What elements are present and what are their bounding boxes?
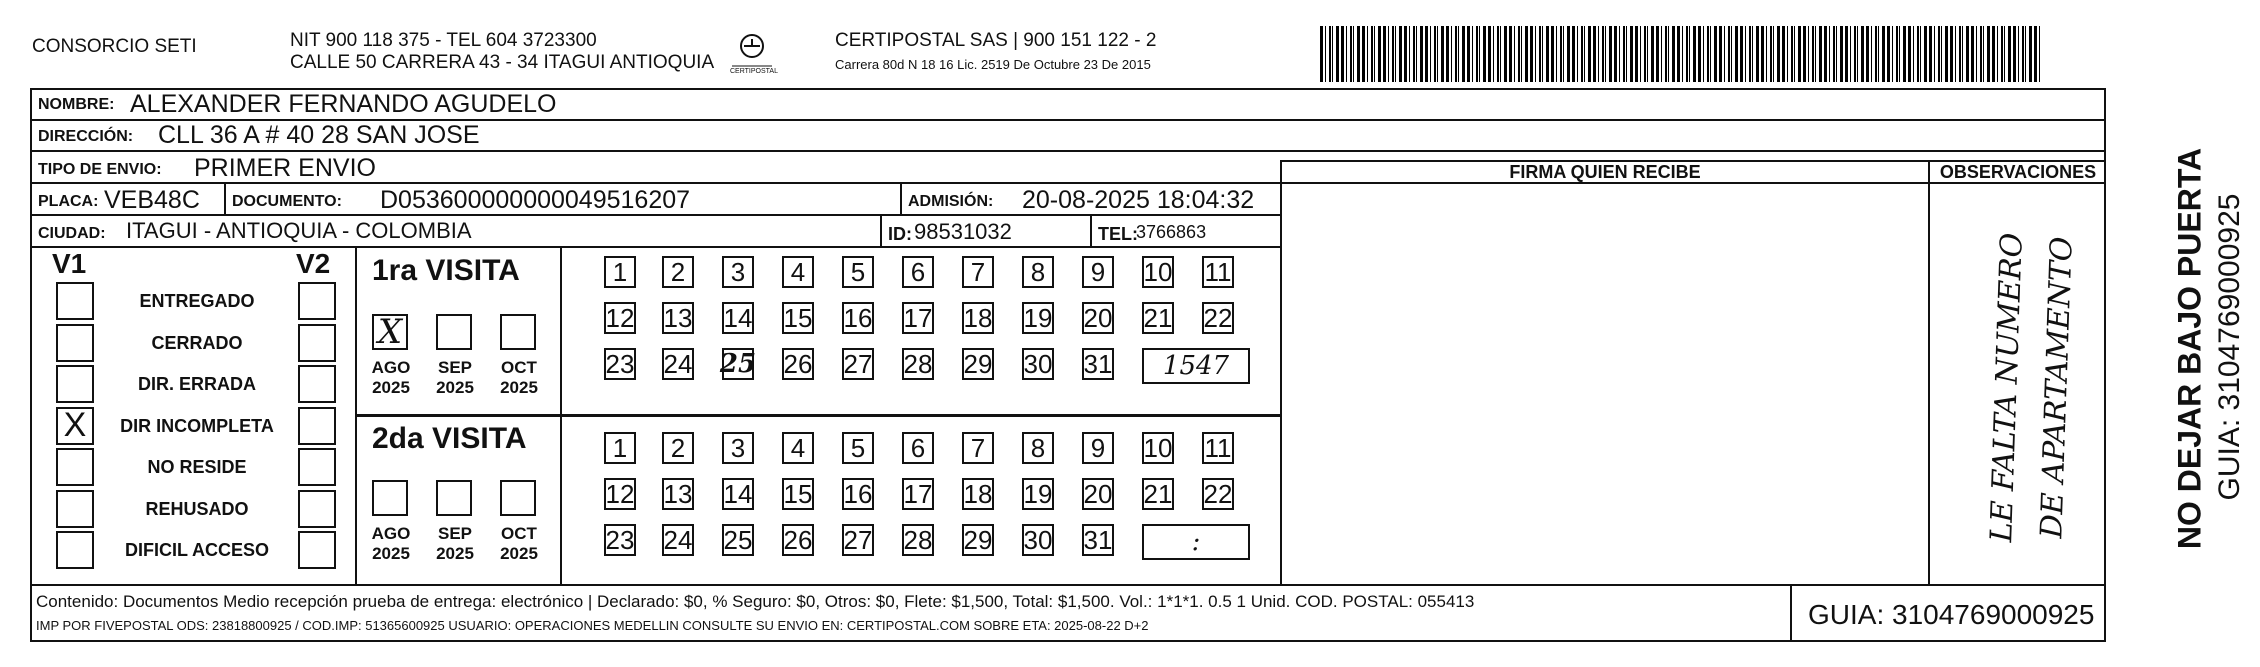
observacion-handwritten: [1932, 190, 2102, 580]
status-label: DIFICIL ACCESO: [124, 540, 269, 560]
tipo-envio-label: TIPO DE ENVIO:: [38, 161, 162, 178]
month-label: OCT: [501, 524, 537, 543]
day-number: 12: [605, 302, 635, 333]
day-box[interactable]: [962, 478, 994, 510]
visit-time-box[interactable]: 1547: [1142, 348, 1250, 384]
status-v2-checkbox[interactable]: [298, 490, 336, 528]
status-v2-checkbox[interactable]: [298, 448, 336, 486]
footer-guia: GUIA: 3104769000925: [1808, 599, 2095, 630]
status-v2-checkbox[interactable]: [298, 531, 336, 569]
day-box[interactable]: [722, 432, 754, 464]
day-box[interactable]: [962, 256, 994, 288]
month-year: 2025: [436, 544, 474, 563]
nit-line: NIT 900 118 375 - TEL 604 3723300: [290, 30, 597, 51]
day-number: 30: [1023, 348, 1053, 379]
firma-header: FIRMA QUIEN RECIBE: [1509, 162, 1701, 182]
side-notice: NO DEJAR BAJO PUERTA: [2171, 147, 2208, 550]
logo-text: CERTIPOSTAL: [730, 68, 778, 75]
day-box[interactable]: [1082, 256, 1114, 288]
status-v2-checkbox[interactable]: [298, 324, 336, 362]
day-box[interactable]: [662, 348, 694, 380]
status-v2-checkbox[interactable]: [298, 365, 336, 403]
nombre-label: NOMBRE:: [38, 96, 115, 113]
day-number: 27: [843, 348, 873, 379]
day-box[interactable]: [722, 524, 754, 556]
day-number: 10: [1143, 432, 1173, 463]
tel-value: 3766863: [1136, 222, 1207, 242]
day-box[interactable]: [902, 302, 934, 334]
day-number: 29: [963, 524, 993, 555]
day-box[interactable]: [902, 478, 934, 510]
day-box[interactable]: [782, 524, 814, 556]
day-number: 12: [605, 478, 635, 509]
status-v2-checkbox[interactable]: [298, 407, 336, 445]
address-line: CALLE 50 CARRERA 43 - 34 ITAGUI ANTIOQUIA: [290, 52, 715, 73]
month-year: 2025: [436, 378, 474, 397]
month-label: OCT: [501, 358, 537, 377]
day-box[interactable]: [1022, 432, 1054, 464]
ciudad-label: CIUDAD:: [38, 225, 106, 242]
day-number: 4: [790, 432, 806, 463]
day-number: 11: [1204, 432, 1232, 463]
day-number: 7: [970, 432, 986, 463]
day-number: 22: [1203, 302, 1233, 333]
visit1-title: 1ra VISITA: [372, 254, 520, 287]
day-box[interactable]: [1022, 302, 1054, 334]
placa-label: PLACA:: [38, 193, 99, 210]
month-year: 2025: [372, 544, 410, 563]
day-number: 22: [1203, 478, 1233, 509]
status-v1-checkbox[interactable]: X: [56, 407, 94, 445]
month-year: 2025: [500, 378, 538, 397]
day-box[interactable]: [1082, 348, 1114, 380]
day-number: 25: [719, 349, 757, 379]
month-checkbox[interactable]: [500, 480, 536, 516]
day-box[interactable]: [1202, 302, 1234, 334]
status-label: DIR INCOMPLETA: [120, 415, 274, 436]
day-number: 4: [790, 256, 806, 287]
day-number: 2: [670, 256, 686, 287]
nombre-value: ALEXANDER FERNANDO AGUDELO: [130, 90, 557, 118]
day-number: 1: [612, 432, 628, 463]
day-number: 24: [663, 524, 693, 555]
day-number: 8: [1030, 256, 1046, 287]
day-box[interactable]: [782, 348, 814, 380]
day-number: 8: [1030, 432, 1046, 463]
status-label: ENTREGADO: [139, 291, 255, 311]
observaciones-header: OBSERVACIONES: [1939, 162, 2097, 182]
day-box[interactable]: [1142, 302, 1174, 334]
day-box[interactable]: [662, 302, 694, 334]
day-number: 23: [605, 348, 635, 379]
day-box[interactable]: [902, 432, 934, 464]
month-label: AGO: [371, 524, 411, 543]
footer-imp: IMP POR FIVEPOSTAL ODS: 23818800925 / COD.IMP: 51365600925 USUARIO: OPERACIONES MEDELLIN CONSULTE SU ENVIO EN: CERTIPOSTAL.COM SOBRE ETA: 2025-08-22 D+2: [36, 618, 1149, 633]
day-number: 5: [850, 256, 866, 287]
status-label: REHUSADO: [145, 498, 249, 519]
day-box[interactable]: [604, 302, 636, 334]
status-v1-checkbox[interactable]: [56, 448, 94, 486]
day-number: 29: [963, 348, 993, 379]
day-number: 16: [843, 302, 873, 333]
day-number: 3: [730, 256, 746, 287]
day-box[interactable]: [962, 302, 994, 334]
tel-label: TEL:: [1098, 224, 1138, 244]
documento-value: D053600000000049516207: [380, 186, 691, 214]
day-number: 10: [1143, 256, 1173, 287]
tipo-envio-value: PRIMER ENVIO: [194, 154, 376, 182]
day-number: 26: [783, 524, 813, 555]
direccion-value: CLL 36 A # 40 28 SAN JOSE: [158, 121, 480, 149]
admision-value: 20-08-2025 18:04:32: [1022, 186, 1255, 214]
status-v1-checkbox[interactable]: [56, 490, 94, 528]
day-box[interactable]: [1022, 478, 1054, 510]
visit-time-box[interactable]: :: [1142, 524, 1250, 560]
ciudad-value: ITAGUI - ANTIOQUIA - COLOMBIA: [126, 218, 472, 243]
month-label: AGO: [371, 358, 411, 377]
day-box[interactable]: [604, 432, 636, 464]
month-checkbox[interactable]: [436, 314, 472, 350]
day-box[interactable]: [604, 524, 636, 556]
day-number: 13: [663, 478, 693, 509]
day-number: 14: [723, 302, 753, 333]
day-box[interactable]: [1022, 524, 1054, 556]
side-guia: GUIA: 3104769000925: [2213, 193, 2246, 501]
day-box[interactable]: [842, 432, 874, 464]
day-number: 11: [1204, 256, 1232, 287]
day-number: 15: [783, 302, 813, 333]
documento-label: DOCUMENTO:: [232, 193, 342, 210]
admision-label: ADMISIÓN:: [908, 193, 994, 210]
day-box[interactable]: [842, 302, 874, 334]
day-box[interactable]: [1082, 302, 1114, 334]
day-number: 6: [910, 256, 926, 287]
day-box[interactable]: [662, 524, 694, 556]
day-number: 17: [903, 478, 933, 509]
month-checkbox[interactable]: X: [372, 314, 408, 350]
status-v1-checkbox[interactable]: [56, 282, 94, 320]
day-box[interactable]: [662, 256, 694, 288]
day-box[interactable]: [1202, 432, 1234, 464]
day-box[interactable]: [782, 256, 814, 288]
day-number: 31: [1083, 524, 1113, 555]
day-number: 3: [730, 432, 746, 463]
day-box[interactable]: [722, 302, 754, 334]
day-number: 16: [843, 478, 873, 509]
day-box[interactable]: [719, 348, 757, 380]
day-box[interactable]: [722, 256, 754, 288]
day-box[interactable]: [962, 432, 994, 464]
day-number: 20: [1083, 478, 1113, 509]
day-number: 15: [783, 478, 813, 509]
placa-value: VEB48C: [104, 186, 200, 214]
day-number: 6: [910, 432, 926, 463]
visit2-title: 2da VISITA: [372, 422, 527, 455]
day-number: 9: [1090, 256, 1106, 287]
status-label: DIR. ERRADA: [137, 374, 256, 394]
day-number: 23: [605, 524, 635, 555]
day-number: 5: [850, 432, 866, 463]
certipostal-line: CERTIPOSTAL SAS | 900 151 122 - 2: [835, 30, 1157, 51]
day-box[interactable]: [1142, 478, 1174, 510]
day-number: 19: [1023, 302, 1053, 333]
company-name: CONSORCIO SETI: [32, 36, 197, 57]
observacion-line-1: LE FALTA NUMERO: [1984, 232, 2030, 543]
day-number: 19: [1023, 478, 1053, 509]
status-label: CERRADO: [151, 332, 243, 353]
day-box[interactable]: [662, 432, 694, 464]
day-number: 7: [970, 256, 986, 287]
day-box[interactable]: [962, 348, 994, 380]
day-number: 30: [1023, 524, 1053, 555]
day-box[interactable]: [842, 256, 874, 288]
day-box[interactable]: [604, 478, 636, 510]
direccion-label: DIRECCIÓN:: [38, 128, 134, 145]
day-box[interactable]: [782, 432, 814, 464]
status-v1-checkbox[interactable]: [56, 531, 94, 569]
day-box[interactable]: [842, 524, 874, 556]
month-year: 2025: [500, 544, 538, 563]
day-number: 24: [663, 348, 693, 379]
day-number: 21: [1143, 302, 1173, 333]
day-number: 27: [843, 524, 873, 555]
month-checkbox[interactable]: [500, 314, 536, 350]
status-v1-checkbox[interactable]: [56, 324, 94, 362]
day-number: 26: [783, 348, 813, 379]
day-number: 18: [963, 302, 993, 333]
month-checkbox[interactable]: [436, 480, 472, 516]
day-box[interactable]: [902, 256, 934, 288]
footer-contenido: Contenido: Documentos Medio recepción prueba de entrega: electrónico | Declarado: $0, % Seguro: $0, Otros: $0, Flete: $1,500, Total: $1,500. Vol.: 1*1*1. 0.5 1 Unid. COD. POSTAL: 055413: [36, 592, 1475, 611]
day-box[interactable]: [1022, 256, 1054, 288]
day-number: 21: [1143, 478, 1173, 509]
id-label: ID:: [888, 224, 912, 244]
day-number: 25: [723, 524, 753, 555]
day-box[interactable]: [902, 348, 934, 380]
day-box[interactable]: [604, 256, 636, 288]
status-v2-checkbox[interactable]: [298, 282, 336, 320]
observacion-line-2: DE APARTAMENTO: [2034, 236, 2080, 539]
day-box[interactable]: [1082, 432, 1114, 464]
day-number: 28: [903, 524, 933, 555]
day-number: 13: [663, 302, 693, 333]
day-box[interactable]: [722, 478, 754, 510]
barcode: [1320, 26, 2040, 82]
month-checkbox[interactable]: [372, 480, 408, 516]
day-box[interactable]: [962, 524, 994, 556]
day-number: 20: [1083, 302, 1113, 333]
day-box[interactable]: [782, 302, 814, 334]
day-box[interactable]: [842, 348, 874, 380]
day-box[interactable]: [662, 478, 694, 510]
day-number: 2: [670, 432, 686, 463]
day-box[interactable]: [782, 478, 814, 510]
month-year: 2025: [372, 378, 410, 397]
day-box[interactable]: [1202, 256, 1234, 288]
certipostal-license: Carrera 80d N 18 16 Lic. 2519 De Octubre 23 De 2015: [835, 57, 1151, 72]
month-label: SEP: [437, 358, 473, 377]
day-number: 9: [1090, 432, 1106, 463]
day-box[interactable]: [1082, 524, 1114, 556]
certipostal-logo-icon: [728, 30, 776, 80]
month-label: SEP: [437, 524, 473, 543]
day-number: 18: [963, 478, 993, 509]
day-box[interactable]: [1082, 478, 1114, 510]
status-label: NO RESIDE: [147, 457, 247, 477]
day-number: 28: [903, 348, 933, 379]
day-number: 14: [723, 478, 753, 509]
v2-label: V2: [296, 248, 331, 279]
status-v1-checkbox[interactable]: [56, 365, 94, 403]
day-number: 31: [1083, 348, 1113, 379]
v1-label: V1: [52, 248, 87, 279]
day-box[interactable]: [1142, 432, 1174, 464]
day-box[interactable]: [604, 348, 636, 380]
day-box[interactable]: [1202, 478, 1234, 510]
id-value: 98531032: [914, 219, 1012, 244]
day-number: 17: [903, 302, 933, 333]
day-box[interactable]: [1142, 256, 1174, 288]
day-number: 1: [612, 256, 628, 287]
day-box[interactable]: [842, 478, 874, 510]
day-box[interactable]: [1022, 348, 1054, 380]
day-box[interactable]: [902, 524, 934, 556]
